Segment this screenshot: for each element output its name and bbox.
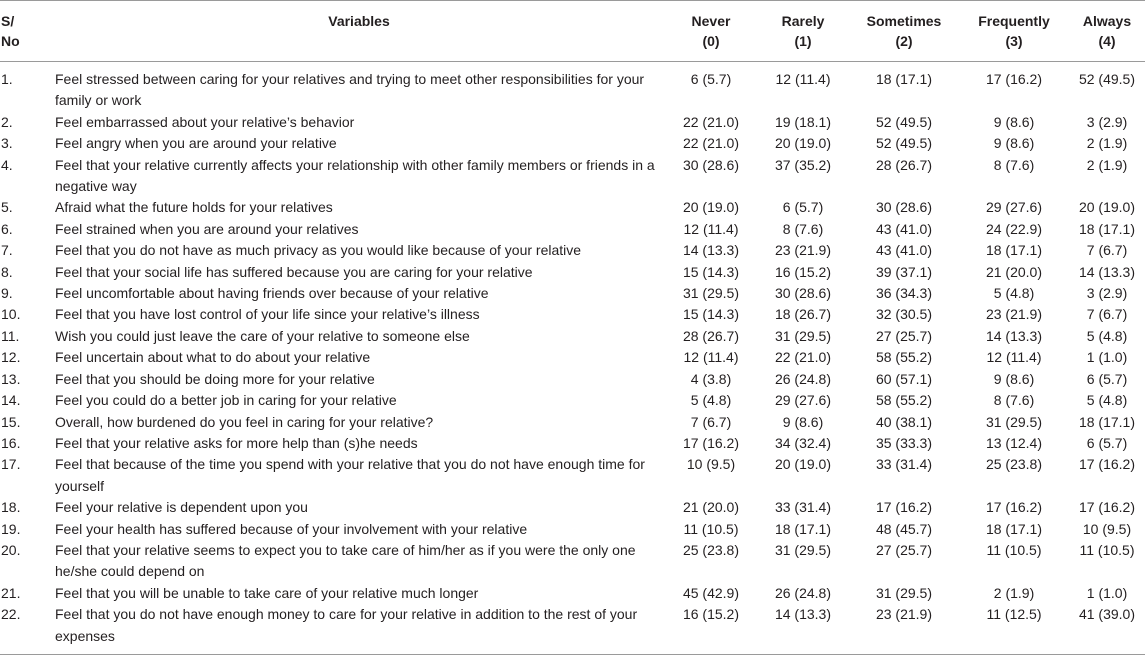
cell-number: 13. — [1, 370, 21, 387]
cell-number: 11. — [1, 327, 20, 344]
cell-rarely: 20 (19.0) — [774, 456, 832, 473]
cell-variable: Afraid what the future holds for your relatives — [55, 199, 333, 216]
cell-variable: Feel that your relative currently affects your relationship with other family members or friends in a negative way — [55, 156, 655, 195]
cell-sometimes: 40 (38.1) — [875, 413, 933, 430]
cell-number: 6. — [1, 220, 13, 237]
cell-sometimes: 27 (25.7) — [875, 327, 933, 344]
cell-frequently: 8 (7.6) — [993, 156, 1035, 173]
cell-frequently: 9 (8.6) — [993, 370, 1035, 387]
cell-number: 1. — [1, 71, 13, 87]
cell-rarely: 16 (15.2) — [774, 263, 832, 280]
cell-always: 3 (2.9) — [1086, 285, 1128, 302]
cell-sometimes: 17 (16.2) — [875, 499, 933, 516]
cell-number: 17. — [1, 456, 21, 473]
cell-rarely: 9 (8.6) — [782, 413, 824, 430]
cell-sometimes: 33 (31.4) — [875, 456, 933, 473]
cell-always: 2 (1.9) — [1086, 135, 1128, 152]
header-always: Always (4) — [1069, 1, 1145, 62]
cell-variable: Feel uncomfortable about having friends over because of your relative — [55, 285, 489, 302]
cell-sometimes: 35 (33.3) — [875, 434, 933, 451]
cell-number: 9. — [1, 285, 13, 302]
table-row — [0, 433, 1145, 454]
cell-sometimes: 39 (37.1) — [875, 263, 933, 280]
cell-always: 5 (4.8) — [1086, 327, 1128, 344]
table-row — [0, 454, 1145, 497]
cell-rarely: 14 (13.3) — [757, 604, 849, 654]
cell-always: 11 (10.5) — [1079, 541, 1135, 558]
cell-variable: Feel your relative is dependent upon you — [55, 499, 308, 516]
cell-never: 6 (5.7) — [690, 71, 732, 87]
cell-never: 22 (21.0) — [682, 135, 740, 152]
cell-never: 11 (10.5) — [683, 520, 739, 537]
table-row — [0, 133, 1145, 154]
cell-never: 10 (9.5) — [686, 456, 736, 473]
cell-frequently: 29 (27.6) — [985, 199, 1043, 216]
cell-never: 25 (23.8) — [682, 541, 740, 558]
cell-never: 12 (11.4) — [683, 220, 739, 237]
cell-never: 4 (3.8) — [690, 370, 732, 387]
table-row — [0, 369, 1145, 390]
cell-always: 5 (4.8) — [1086, 392, 1128, 409]
table-row — [0, 304, 1145, 325]
cell-frequently: 2 (1.9) — [993, 584, 1035, 601]
table-row — [0, 262, 1145, 283]
cell-number: 20. — [1, 541, 21, 558]
header-row — [0, 1, 1145, 62]
cell-always: 18 (17.1) — [1078, 220, 1136, 237]
cell-sometimes: 28 (26.7) — [875, 156, 933, 173]
header-frequently: Frequently (3) — [959, 1, 1069, 62]
cell-number: 21. — [1, 584, 21, 601]
table-row — [0, 347, 1145, 368]
cell-never: 45 (42.9) — [682, 584, 740, 601]
cell-frequently: 11 (10.5) — [986, 541, 1042, 558]
cell-never: 22 (21.0) — [682, 113, 740, 130]
cell-never: 20 (19.0) — [682, 199, 740, 216]
cell-sometimes: 52 (49.5) — [875, 135, 933, 152]
cell-never: 16 (15.2) — [665, 604, 757, 654]
cell-rarely: 31 (29.5) — [774, 541, 832, 558]
header-sometimes: Sometimes (2) — [849, 1, 959, 62]
cell-variable: Feel that you have lost control of your life since your relative’s illness — [55, 306, 480, 323]
cell-frequently: 9 (8.6) — [993, 135, 1035, 152]
cell-number: 7. — [1, 242, 13, 259]
cell-variable: Feel that your relative seems to expect you to take care of him/her as if you were the only one he/she could depend on — [55, 541, 636, 580]
cell-always: 20 (19.0) — [1078, 199, 1136, 216]
cell-frequently: 24 (22.9) — [985, 220, 1043, 237]
cell-always: 7 (6.7) — [1086, 306, 1128, 323]
table-row — [0, 412, 1145, 433]
cell-variable: Feel that you do not have enough money to care for your relative in addition to the rest of your expenses — [49, 604, 665, 654]
cell-number: 12. — [1, 349, 21, 366]
cell-rarely: 26 (24.8) — [774, 370, 832, 387]
cell-frequently: 23 (21.9) — [985, 306, 1043, 323]
cell-frequently: 8 (7.6) — [993, 392, 1035, 409]
table-row — [0, 62, 1145, 112]
cell-sometimes: 27 (25.7) — [875, 541, 933, 558]
cell-variable: Feel that you should be doing more for your relative — [55, 370, 375, 387]
cell-never: 21 (20.0) — [682, 499, 740, 516]
cell-number: 4. — [1, 156, 13, 173]
cell-rarely: 37 (35.2) — [774, 156, 832, 173]
cell-frequently: 18 (17.1) — [985, 520, 1043, 537]
cell-variable: Feel angry when you are around your relative — [55, 135, 337, 152]
table-row — [0, 519, 1145, 540]
cell-never: 15 (14.3) — [682, 263, 740, 280]
cell-always: 1 (1.0) — [1086, 584, 1128, 601]
cell-always: 17 (16.2) — [1078, 499, 1136, 516]
cell-frequently: 17 (16.2) — [985, 499, 1043, 516]
cell-rarely: 20 (19.0) — [774, 135, 832, 152]
cell-variable: Feel strained when you are around your relatives — [55, 220, 359, 237]
cell-variable: Feel embarrassed about your relative’s behavior — [55, 113, 355, 130]
cell-rarely: 8 (7.6) — [782, 220, 824, 237]
cell-never: 30 (28.6) — [682, 156, 740, 173]
cell-variable: Overall, how burdened do you feel in caring for your relative? — [55, 413, 434, 430]
cell-variable: Feel that your relative asks for more help than (s)he needs — [55, 434, 418, 451]
cell-rarely: 34 (32.4) — [774, 434, 832, 451]
cell-variable: Feel that you will be unable to take care of your relative much longer — [55, 584, 479, 601]
cell-number: 10. — [1, 306, 21, 323]
cell-sometimes: 60 (57.1) — [875, 370, 933, 387]
header-never: Never (0) — [665, 1, 757, 62]
table-body — [0, 62, 1145, 655]
cell-rarely: 29 (27.6) — [774, 392, 832, 409]
cell-rarely: 22 (21.0) — [774, 349, 832, 366]
cell-variable: Feel that you do not have as much privacy as you would like because of your relative — [55, 242, 582, 259]
cell-frequently: 12 (11.4) — [986, 349, 1042, 366]
cell-never: 5 (4.8) — [690, 392, 732, 409]
cell-number: 2. — [1, 113, 13, 130]
table-row — [0, 326, 1145, 347]
cell-always: 41 (39.0) — [1069, 604, 1145, 654]
cell-always: 52 (49.5) — [1078, 71, 1136, 87]
cell-never: 15 (14.3) — [682, 306, 740, 323]
cell-number: 16. — [1, 434, 21, 451]
cell-number: 15. — [1, 413, 21, 430]
cell-rarely: 31 (29.5) — [774, 327, 832, 344]
cell-rarely: 12 (11.4) — [775, 71, 831, 87]
cell-sometimes: 30 (28.6) — [875, 199, 933, 216]
cell-always: 10 (9.5) — [1082, 520, 1132, 537]
cell-never: 17 (16.2) — [682, 434, 740, 451]
table-row — [0, 197, 1145, 218]
cell-number: 3. — [1, 135, 13, 152]
cell-sometimes: 48 (45.7) — [875, 520, 933, 537]
cell-rarely: 23 (21.9) — [774, 242, 832, 259]
cell-frequently: 9 (8.6) — [993, 113, 1035, 130]
cell-sometimes: 52 (49.5) — [875, 113, 933, 130]
cell-rarely: 33 (31.4) — [774, 499, 832, 516]
cell-always: 7 (6.7) — [1086, 242, 1128, 259]
cell-variable: Feel your health has suffered because of your involvement with your relative — [55, 520, 528, 537]
cell-sometimes: 58 (55.2) — [875, 392, 933, 409]
cell-frequently: 13 (12.4) — [985, 434, 1043, 451]
cell-sometimes: 58 (55.2) — [875, 349, 933, 366]
cell-frequently: 11 (12.5) — [959, 604, 1069, 654]
cell-always: 14 (13.3) — [1078, 263, 1136, 280]
table-row — [0, 497, 1145, 518]
cell-sometimes: 43 (41.0) — [875, 242, 933, 259]
cell-rarely: 18 (26.7) — [774, 306, 832, 323]
cell-variable: Feel stressed between caring for your relatives and trying to meet other responsibilities for your family or work — [55, 71, 645, 109]
cell-rarely: 18 (17.1) — [774, 520, 832, 537]
cell-never: 14 (13.3) — [682, 242, 740, 259]
cell-frequently: 31 (29.5) — [985, 413, 1043, 430]
cell-number: 22. — [0, 604, 49, 654]
cell-never: 28 (26.7) — [682, 327, 740, 344]
cell-sometimes: 43 (41.0) — [875, 220, 933, 237]
cell-always: 1 (1.0) — [1086, 349, 1128, 366]
cell-variable: Feel that your social life has suffered because you are caring for your relative — [55, 263, 533, 280]
table-row — [0, 583, 1145, 604]
cell-number: 5. — [1, 199, 13, 216]
cell-always: 6 (5.7) — [1086, 434, 1128, 451]
cell-rarely: 26 (24.8) — [774, 584, 832, 601]
cell-never: 7 (6.7) — [690, 413, 732, 430]
cell-always: 2 (1.9) — [1086, 156, 1128, 173]
cell-sometimes: 31 (29.5) — [875, 584, 933, 601]
cell-always: 6 (5.7) — [1086, 370, 1128, 387]
table-row — [0, 219, 1145, 240]
cell-always: 18 (17.1) — [1078, 413, 1136, 430]
table-row — [0, 155, 1145, 198]
table-row — [0, 240, 1145, 261]
header-rarely: Rarely (1) — [757, 1, 849, 62]
table-row — [0, 390, 1145, 411]
cell-number: 8. — [1, 263, 13, 280]
table-row — [0, 540, 1145, 583]
cell-always: 17 (16.2) — [1078, 456, 1136, 473]
table-row — [0, 112, 1145, 133]
cell-sometimes: 18 (17.1) — [875, 71, 933, 87]
header-sno: S/ No — [0, 1, 49, 62]
cell-variable: Feel you could do a better job in caring for your relative — [55, 392, 397, 409]
table-header — [0, 1, 1145, 62]
cell-number: 18. — [1, 499, 21, 516]
cell-always: 3 (2.9) — [1086, 113, 1128, 130]
cell-frequently: 14 (13.3) — [985, 327, 1043, 344]
cell-variable: Feel uncertain about what to do about your relative — [55, 349, 371, 366]
cell-frequently: 25 (23.8) — [985, 456, 1043, 473]
cell-sometimes: 36 (34.3) — [875, 285, 933, 302]
cell-frequently: 5 (4.8) — [993, 285, 1035, 302]
table-row — [0, 283, 1145, 304]
cell-frequently: 18 (17.1) — [985, 242, 1043, 259]
cell-variable: Feel that because of the time you spend with your relative that you do not have enough time for yourself — [55, 456, 645, 494]
cell-rarely: 6 (5.7) — [782, 199, 824, 216]
header-variables: Variables — [49, 1, 665, 62]
cell-number: 14. — [1, 392, 21, 409]
table-row — [0, 604, 1145, 654]
cell-frequently: 21 (20.0) — [985, 263, 1043, 280]
cell-variable: Wish you could just leave the care of your relative to someone else — [55, 327, 470, 344]
cell-rarely: 30 (28.6) — [774, 285, 832, 302]
cell-sometimes: 23 (21.9) — [849, 604, 959, 654]
cell-frequently: 17 (16.2) — [985, 71, 1043, 87]
cell-rarely: 19 (18.1) — [774, 113, 832, 130]
cell-never: 12 (11.4) — [683, 349, 739, 366]
cell-never: 31 (29.5) — [682, 285, 740, 302]
cell-number: 19. — [1, 520, 21, 537]
cell-sometimes: 32 (30.5) — [875, 306, 933, 323]
